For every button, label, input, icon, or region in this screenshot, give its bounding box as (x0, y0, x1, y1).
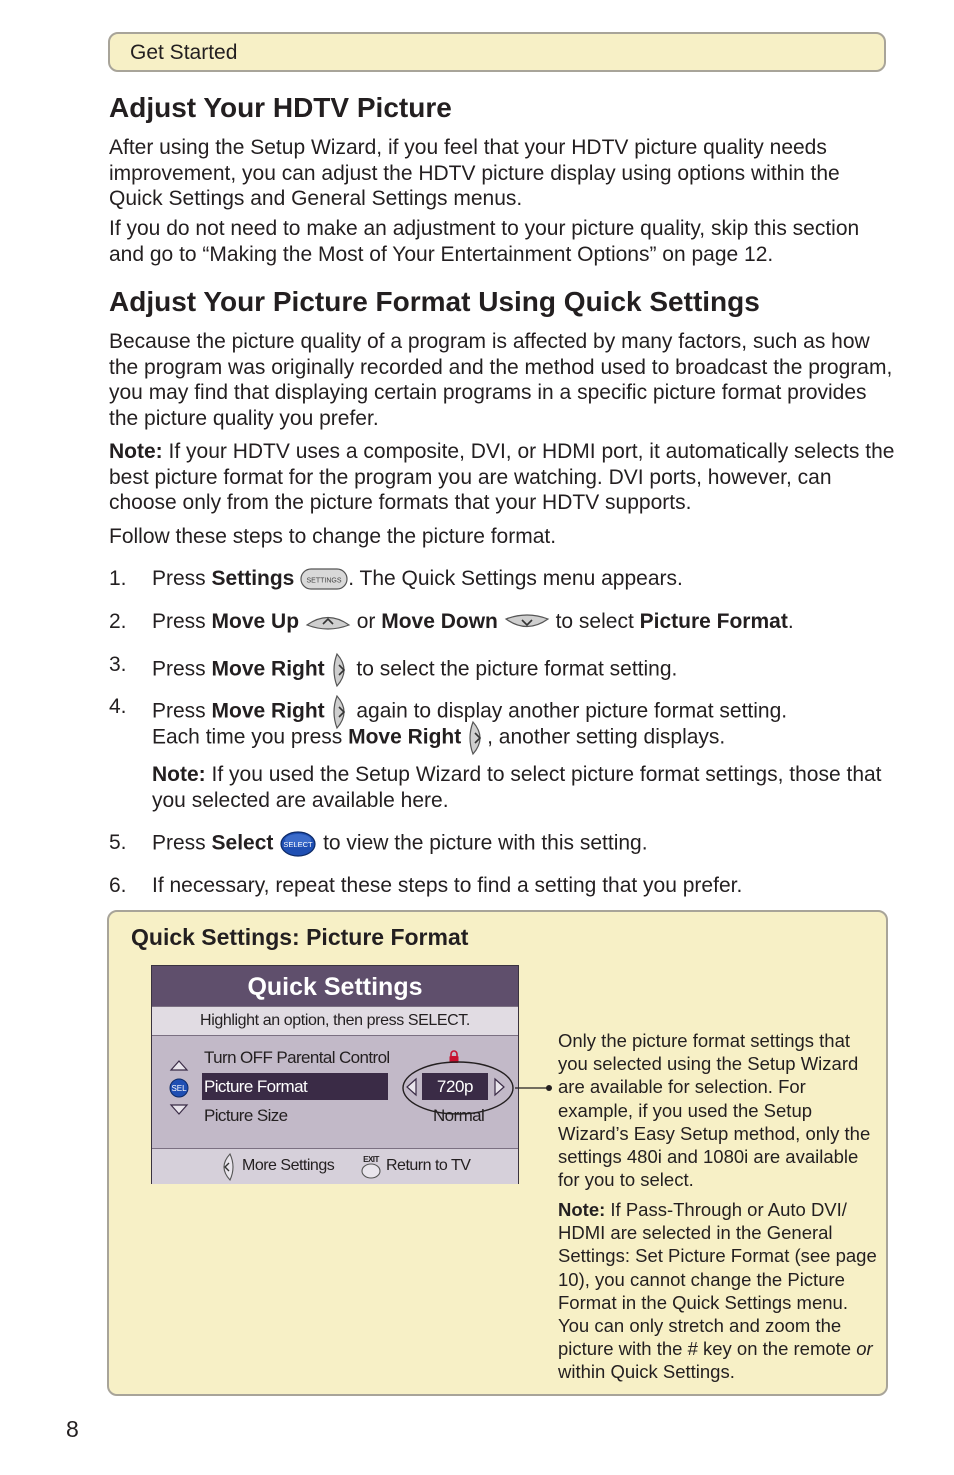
return-to-tv-label[interactable]: Return to TV (386, 1157, 471, 1174)
intro-paragraph: After using the Setup Wizard, if you feel that your HDTV picture quality needs improvement, you can adjust the HDTV picture display using options within the Quick Settings and General Settings menus. (109, 136, 840, 210)
move-right-button-icon (467, 720, 487, 756)
step-key: Move Right (348, 725, 462, 749)
menu-item-parental-control[interactable]: Turn OFF Parental Control (204, 1048, 390, 1067)
step-text: Each time you press (152, 725, 349, 749)
box-title: Quick Settings: Picture Format (131, 924, 469, 950)
sel-icon-label: SEL (171, 1084, 187, 1093)
step-text: . (787, 610, 794, 633)
step-key: Move Up (211, 610, 300, 633)
step-text: Press (152, 657, 212, 681)
settings-button-icon (300, 567, 348, 591)
step-text: Press (152, 831, 212, 855)
step-text: to select the picture format setting. (350, 657, 678, 681)
step-number: 4. (109, 695, 127, 718)
note-text: If your HDTV uses a composite, DVI, or HDMI port, it automatically selects the best picture format for the program you are watching. DVI ports, however, can choose only from the picture formats that your HDTV supports. (109, 440, 895, 514)
step-text: to select (549, 610, 640, 633)
step-key: Move Down (381, 610, 498, 633)
step-text: or (350, 610, 382, 633)
note-text: If you used the Setup Wizard to select picture format settings, those that you selected are available here. (152, 763, 882, 812)
move-left-button-icon (218, 1152, 238, 1182)
step-text: . The Quick Settings menu appears. (348, 567, 683, 590)
more-settings-label[interactable]: More Settings (242, 1157, 335, 1174)
skip-paragraph: If you do not need to make an adjustment to your picture quality, skip this section and go to “Making the Most of Your Entertainment Options” on page 12. (109, 217, 860, 266)
menu-item-picture-size[interactable]: Picture Size (204, 1106, 288, 1125)
page-number: 8 (66, 1416, 79, 1442)
menu-item-picture-format[interactable]: Picture Format (202, 1073, 388, 1100)
step-key: Move Right (211, 657, 325, 681)
note-label: Note: (152, 763, 206, 786)
select-button-icon (279, 830, 317, 858)
settings-icon-label: SETTINGS (306, 577, 342, 585)
note-emphasis: or (856, 1338, 873, 1360)
section-title: Adjust Your Picture Format Using Quick Settings (109, 286, 760, 317)
quick-settings-title: Quick Settings (152, 966, 518, 1006)
quick-settings-hint: Highlight an option, then press SELECT. (152, 1006, 518, 1036)
quick-settings-menu (152, 1036, 518, 1148)
step-key: Picture Format (639, 610, 788, 633)
nav-arrows-icon (168, 1058, 190, 1118)
section-header-bar (108, 32, 886, 72)
step-number: 3. (109, 653, 127, 676)
exit-button-icon (359, 1152, 383, 1180)
move-down-button-icon (504, 612, 550, 632)
quick-settings-footer (152, 1148, 518, 1184)
step-number: 2. (109, 610, 127, 633)
factors-paragraph: Because the picture quality of a program is affected by many factors, such as how the program was originally recorded and the method used to broadcast the program, you may find that displaying certain programs in a specific picture format provides the picture quality you prefer. (109, 330, 893, 430)
follow-paragraph: Follow these steps to change the picture format. (109, 525, 557, 548)
note-text: If Pass-Through or Auto DVI/ HDMI are selected in the General Settings: Set Picture Format (see page 10), you cannot change the Picture Format in the Quick Settings menu. You can only stretch and zoom the picture with the # key on the remote (558, 1199, 877, 1360)
note-label: Note: (109, 440, 163, 463)
step-key: Select (211, 831, 274, 855)
step-text: to view the picture with this setting. (317, 831, 648, 855)
highlight-circle (402, 1060, 518, 1116)
picture-format-value[interactable]: 720p (422, 1073, 488, 1100)
callout-text: Only the picture format settings that you selected using the Setup Wizard are available for selection. For example, if you used the Setup Wizard’s Easy Setup method, only the settings 480i and 1080i are available for you to select. (558, 1030, 871, 1191)
picture-size-value: Normal (433, 1106, 485, 1125)
step-number: 1. (109, 567, 127, 590)
step-text: If necessary, repeat these steps to find a setting that you prefer. (152, 874, 743, 897)
step-number: 5. (109, 831, 127, 854)
step-text: again to display another picture format setting. (350, 699, 788, 723)
note-label: Note: (558, 1199, 606, 1220)
step-text: Press (152, 699, 212, 723)
note-paragraph (109, 439, 899, 516)
box-note (558, 1198, 880, 1384)
section-header-label: Get Started (130, 41, 238, 64)
callout-leader-line (515, 1082, 555, 1094)
step-text: Press (152, 567, 212, 590)
note-text-end: within Quick Settings. (558, 1361, 735, 1383)
exit-icon-label: EXIT (363, 1155, 379, 1164)
step-4-note (152, 762, 892, 814)
select-icon-label: SELECT (283, 840, 313, 849)
move-right-button-icon (331, 652, 351, 688)
step-text: , another setting displays. (487, 725, 726, 749)
step-number: 6. (109, 874, 127, 897)
step-text: Press (152, 610, 212, 633)
quick-settings-screen (151, 965, 519, 1184)
step-key: Settings (211, 567, 295, 590)
page-title: Adjust Your HDTV Picture (109, 92, 452, 123)
move-up-button-icon (305, 612, 351, 632)
step-4 (109, 694, 899, 754)
step-key: Move Right (211, 699, 325, 723)
